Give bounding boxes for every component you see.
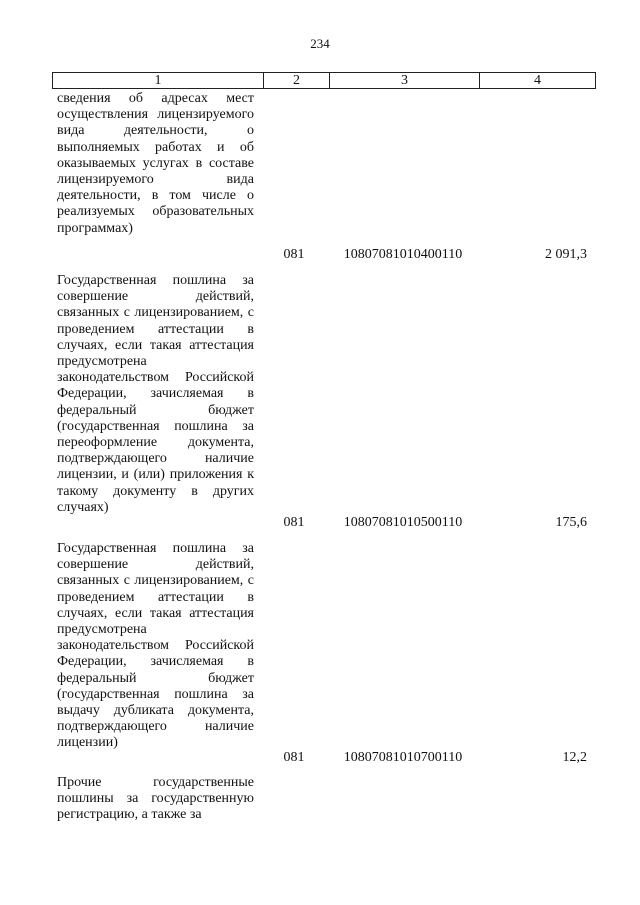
row-code: 081	[283, 247, 305, 262]
row-description: Прочие государственные пошлины за государственную регистрацию, а также за	[57, 775, 254, 823]
page-number: 234	[310, 36, 330, 51]
row-amount: 2 091,3	[545, 247, 587, 262]
row-description: Государственная пошлина за совершение действий, связанных с лицензированием, с проведением аттестации в случаях, если такая аттестация предусмотрена законодательством Российской Федерации, зачисляемая в федеральный бюджет (государственная пошлина за переоформление документа, подтверждающего наличие лицензии, и (или) приложения к такому документу в других случаях)	[57, 273, 254, 515]
header-col-3: 3	[330, 73, 480, 88]
row-description: сведения об адресах мест осуществления лицензируемого вида деятельности, о выполняемых работах и об оказываемых услугах в составе лицензируемого вида деятельности, в том числе о реализуемых образовательных программах)	[57, 91, 254, 236]
row-kbk: 10807081010700110	[343, 750, 463, 765]
header-col-1: 1	[53, 73, 264, 88]
table-header	[52, 72, 596, 89]
header-col-4: 4	[534, 73, 541, 88]
row-code: 081	[283, 515, 305, 530]
row-amount: 175,6	[555, 515, 587, 530]
row-description: Государственная пошлина за совершение действий, связанных с лицензированием, с проведением аттестации в случаях, если такая аттестация предусмотрена законодательством Российской Федерации, зачисляемая в федеральный бюджет (государственная пошлина за выдачу дубликата документа, подтверждающего наличие лицензии)	[57, 541, 254, 751]
row-kbk: 10807081010500110	[343, 515, 463, 530]
header-col-2: 2	[264, 73, 330, 88]
row-amount: 12,2	[562, 750, 587, 765]
row-kbk: 10807081010400110	[343, 247, 463, 262]
row-code: 081	[283, 750, 305, 765]
